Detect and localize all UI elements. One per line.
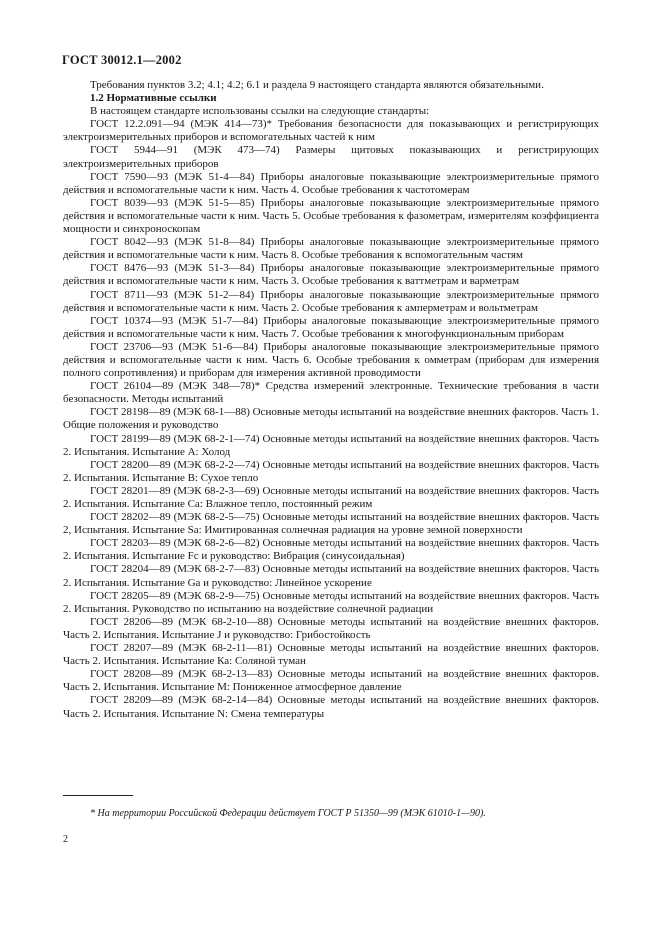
- reference-item: ГОСТ 8039—93 (МЭК 51-5—85) Приборы аналоговые показывающие электроизмерительные прямого действия и вспомогательные части к ним. Часть 5. Особые требования к фазометрам, измерителям коэффициента мощности и синхроноскопам: [63, 196, 599, 236]
- reference-item: ГОСТ 28200—89 (МЭК 68-2-2—74) Основные методы испытаний на воздействие внешних факторов. Часть 2. Испытания. Испытание В: Сухое тепло: [63, 458, 599, 484]
- reference-item: ГОСТ 7590—93 (МЭК 51-4—84) Приборы аналоговые показывающие электроизмерительные прямого действия и вспомогательные части к ним. Часть 4. Особые требования к частотомерам: [63, 170, 599, 196]
- reference-item: ГОСТ 28202—89 (МЭК 68-2-5—75) Основные методы испытаний на воздействие внешних факторов. Часть 2, Испытания. Испытание Sa: Имитированная солнечная радиация на уровне земной поверхности: [63, 511, 599, 537]
- reference-item: ГОСТ 28205—89 (МЭК 68-2-9—75) Основные методы испытаний на воздействие внешних факторов. Часть 2. Испытания. Руководство по испытанию на воздействие солнечной радиации: [63, 589, 599, 615]
- reference-item: ГОСТ 5944—91 (МЭК 473—74) Размеры щитовых показывающих и регистрирующих электроизмерительных приборов: [63, 144, 599, 170]
- section-title: 1.2 Нормативные ссылки: [90, 92, 217, 105]
- reference-item: ГОСТ 28201—89 (МЭК 68-2-3—69) Основные методы испытаний на воздействие внешних факторов. Часть 2. Испытания. Испытание Са: Влажное тепло, постоянный режим: [63, 484, 599, 510]
- page-number: 2: [63, 834, 68, 845]
- reference-item: ГОСТ 12.2.091—94 (МЭК 414—73)* Требования безопасности для показывающих и регистрирующих электроизмерительных приборов и вспомогательных частей к ним: [63, 118, 599, 144]
- reference-item: ГОСТ 28204—89 (МЭК 68-2-7—83) Основные методы испытаний на воздействие внешних факторов. Часть 2. Испытания. Испытание Ga и руководство: Линейное ускорение: [63, 563, 599, 589]
- section-lead: В настоящем стандарте использованы ссылки на следующие стандарты:: [90, 105, 430, 118]
- reference-item: ГОСТ 26104—89 (МЭК 348—78)* Средства измерений электронные. Технические требования в части безопасности. Методы испытаний: [63, 380, 599, 406]
- footnote-divider: [63, 795, 133, 796]
- reference-item: ГОСТ 28199—89 (МЭК 68-2-1—74) Основные методы испытаний на воздействие внешних факторов. Часть 2. Испытания. Испытание А: Холод: [63, 432, 599, 458]
- reference-item: ГОСТ 8476—93 (МЭК 51-3—84) Приборы аналоговые показывающие электроизмерительные прямого действия и вспомогательные части к ним. Часть 3. Особые требования к ваттметрам и варметрам: [63, 262, 599, 288]
- page-body: [63, 79, 599, 721]
- reference-item: ГОСТ 8042—93 (МЭК 51-8—84) Приборы аналоговые показывающие электроизмерительные прямого действия и вспомогательные части к ним. Часть 8. Особые требования к вспомогательным частям: [63, 236, 599, 262]
- reference-item: ГОСТ 28207—89 (МЭК 68-2-11—81) Основные методы испытаний на воздействие внешних факторов. Часть 2. Испытания. Испытание Ка: Соляной туман: [63, 642, 599, 668]
- footnote: * На территории Российской Федерации действует ГОСТ Р 51350—99 (МЭК 61010-1—90).: [90, 808, 486, 819]
- reference-item: ГОСТ 28206—89 (МЭК 68-2-10—88) Основные методы испытаний на воздействие внешних факторов. Часть 2. Испытания. Испытание J и руководство: Грибостойкость: [63, 615, 599, 641]
- references-list: [63, 118, 599, 720]
- reference-item: ГОСТ 10374—93 (МЭК 51-7—84) Приборы аналоговые показывающие электроизмерительные прямого действия и вспомогательные части к ним. Часть 7. Особые требования к многофункциональным приборам: [63, 314, 599, 340]
- reference-item: ГОСТ 28208—89 (МЭК 68-2-13—83) Основные методы испытаний на воздействие внешних факторов. Часть 2. Испытания. Испытание М: Пониженное атмосферное давление: [63, 668, 599, 694]
- reference-item: ГОСТ 23706—93 (МЭК 51-6—84) Приборы аналоговые показывающие электроизмерительные прямого действия и вспомогательные части к ним. Часть 6. Особые требования к омметрам (приборам для измерения полного сопротивления) и приборам для измерения активной проводимости: [63, 340, 599, 380]
- reference-item: ГОСТ 8711—93 (МЭК 51-2—84) Приборы аналоговые показывающие электроизмерительные прямого действия и вспомогательные части к ним. Часть 2. Особые требования к амперметрам и вольтметрам: [63, 288, 599, 314]
- intro-paragraph: Требования пунктов 3.2; 4.1; 4.2; 6.1 и раздела 9 настоящего стандарта являются обязательными.: [90, 79, 544, 91]
- document-header: ГОСТ 30012.1—2002: [62, 53, 182, 67]
- reference-item: ГОСТ 28203—89 (МЭК 68-2-6—82) Основные методы испытаний на воздействие внешних факторов. Часть 2. Испытания. Испытание Fc и руководство: Вибрация (синусоидальная): [63, 537, 599, 563]
- reference-item: ГОСТ 28198—89 (МЭК 68-1—88) Основные методы испытаний на воздействие внешних факторов. Часть 1. Общие положения и руководство: [63, 406, 599, 432]
- reference-item: ГОСТ 28209—89 (МЭК 68-2-14—84) Основные методы испытаний на воздействие внешних факторов. Часть 2. Испытания. Испытание N: Смена температуры: [63, 694, 599, 720]
